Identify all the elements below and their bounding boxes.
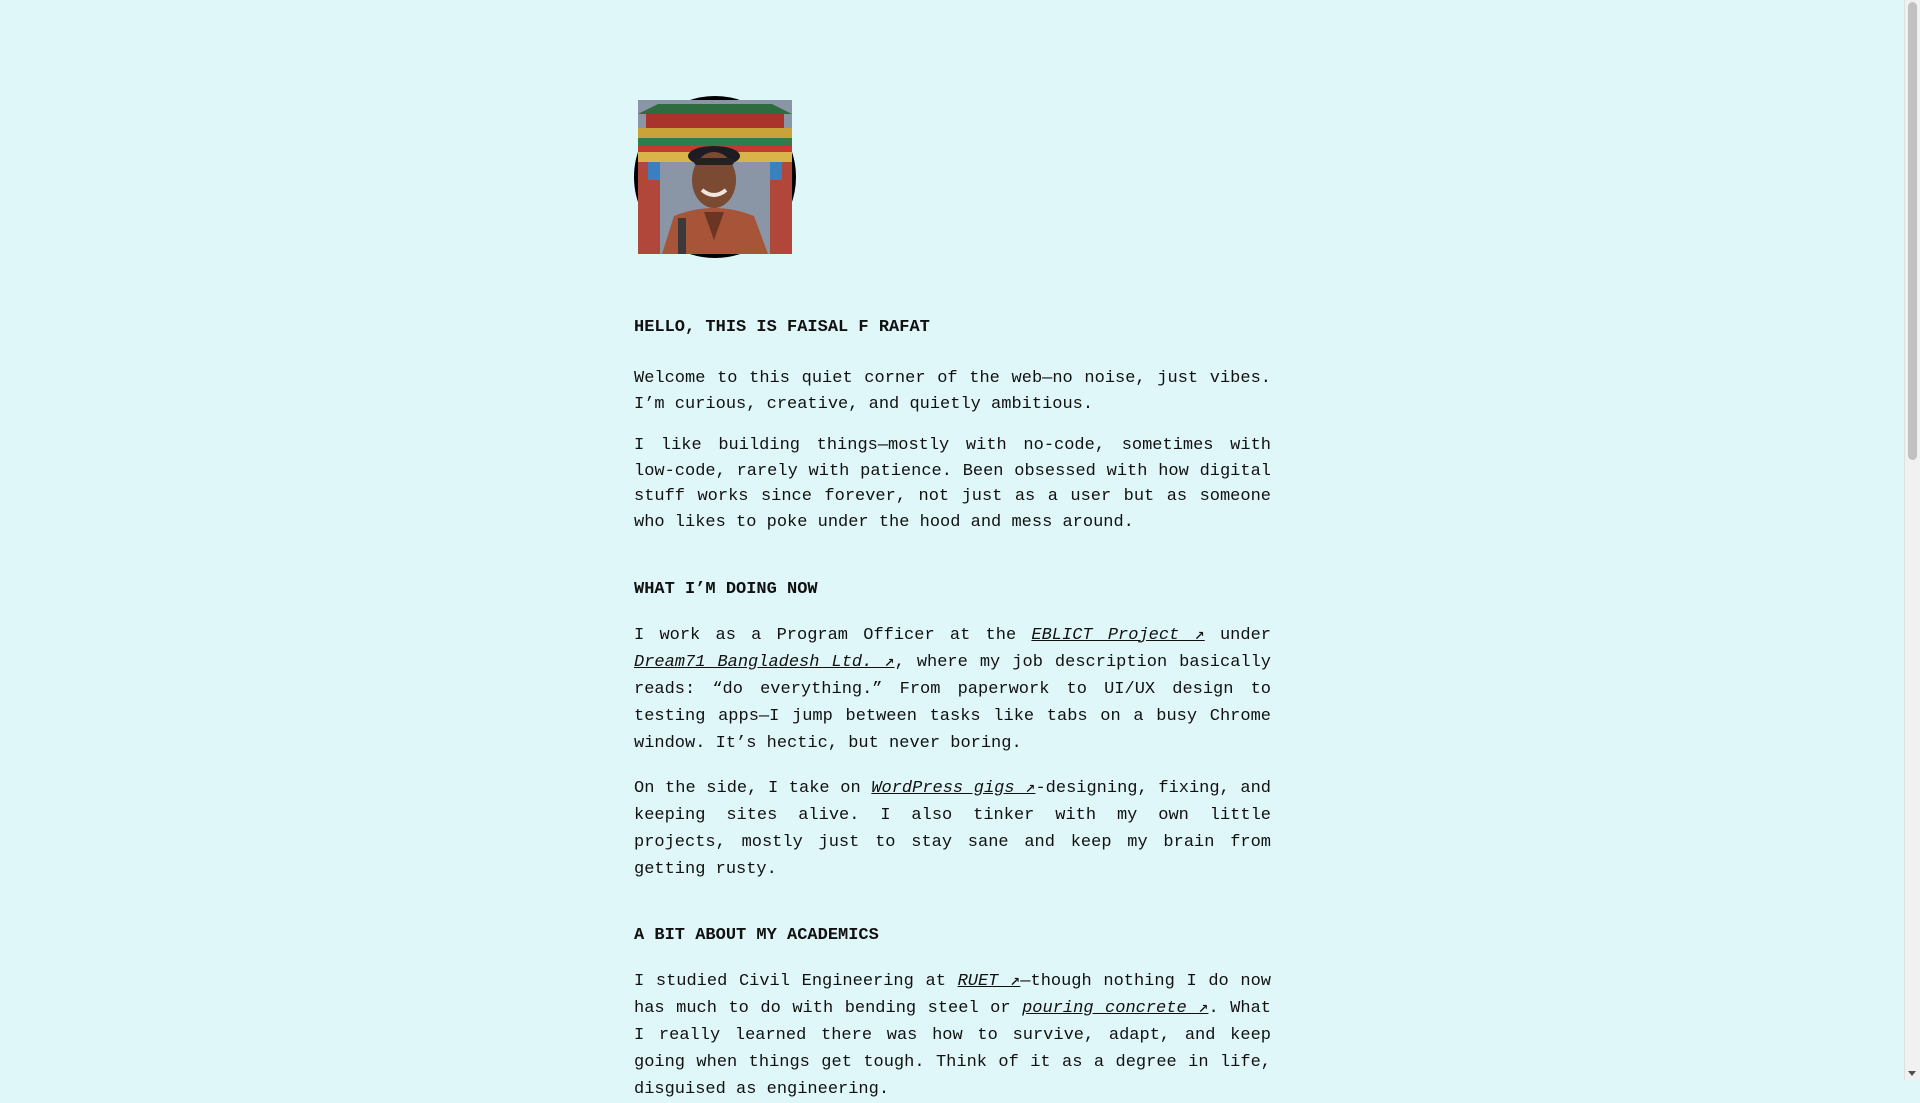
side-text-after: -designing, fixing, and keeping sites alive. I also tinker with my own little projects, mostly just to stay sane and keep my brain from getting rusty. bbox=[634, 778, 1271, 879]
pouring-concrete-link[interactable]: pouring concrete ↗ bbox=[1022, 998, 1209, 1018]
now-text-before: I work as a Program Officer at the bbox=[634, 625, 1032, 645]
academics-text-mid: —though nothing I do now has much to do with bending steel or bbox=[634, 971, 1271, 1018]
page-scrollbar[interactable] bbox=[1904, 0, 1920, 1080]
academics-heading: A BIT ABOUT MY ACADEMICS bbox=[634, 925, 879, 945]
academics-text-after: . What I really learned there was how to survive, adapt, and keep going when things get tough. Think of it as a degree in life, disguised as engineering. bbox=[634, 998, 1271, 1099]
eblict-project-link[interactable]: EBLICT Project ↗ bbox=[1031, 625, 1205, 645]
intro-paragraph-2: I like building things—mostly with no-code, sometimes with low-code, rarely with patience. Been obsessed with how digital stuff works since forever, not just as a user but as someone who likes to poke under the hood and mess around. bbox=[634, 436, 1271, 532]
intro-heading: HELLO, THIS IS FAISAL F RAFAT bbox=[634, 318, 930, 337]
dream71-link[interactable]: Dream71 Bangladesh Ltd. ↗ bbox=[634, 652, 895, 672]
ruet-link[interactable]: RUET ↗ bbox=[957, 971, 1021, 991]
wordpress-gigs-link[interactable]: WordPress gigs ↗ bbox=[871, 778, 1036, 798]
academics-text-before: I studied Civil Engineering at bbox=[634, 971, 958, 991]
now-text-mid: under bbox=[1204, 625, 1271, 645]
intro-paragraph-1: Welcome to this quiet corner of the web—no noise, just vibes. I’m curious, creative, and quietly ambitious. bbox=[634, 369, 1271, 414]
now-paragraph-1 bbox=[634, 622, 1271, 757]
side-text-before: On the side, I take on bbox=[634, 778, 872, 798]
main-content bbox=[634, 96, 1271, 1103]
now-paragraph-2 bbox=[634, 775, 1271, 883]
scroll-down-arrow-icon[interactable] bbox=[1908, 1071, 1916, 1076]
now-heading: WHAT I’M DOING NOW bbox=[634, 579, 818, 599]
scrollbar-thumb[interactable] bbox=[1908, 2, 1917, 460]
academics-paragraph bbox=[634, 968, 1271, 1103]
avatar bbox=[634, 96, 796, 258]
avatar-photo bbox=[638, 100, 792, 254]
now-text-after: , where my job description basically reads: “do everything.” From paperwork to UI/UX design to testing apps—I jump between tasks like tabs on a busy Chrome window. It’s hectic, but never boring. bbox=[634, 652, 1271, 753]
